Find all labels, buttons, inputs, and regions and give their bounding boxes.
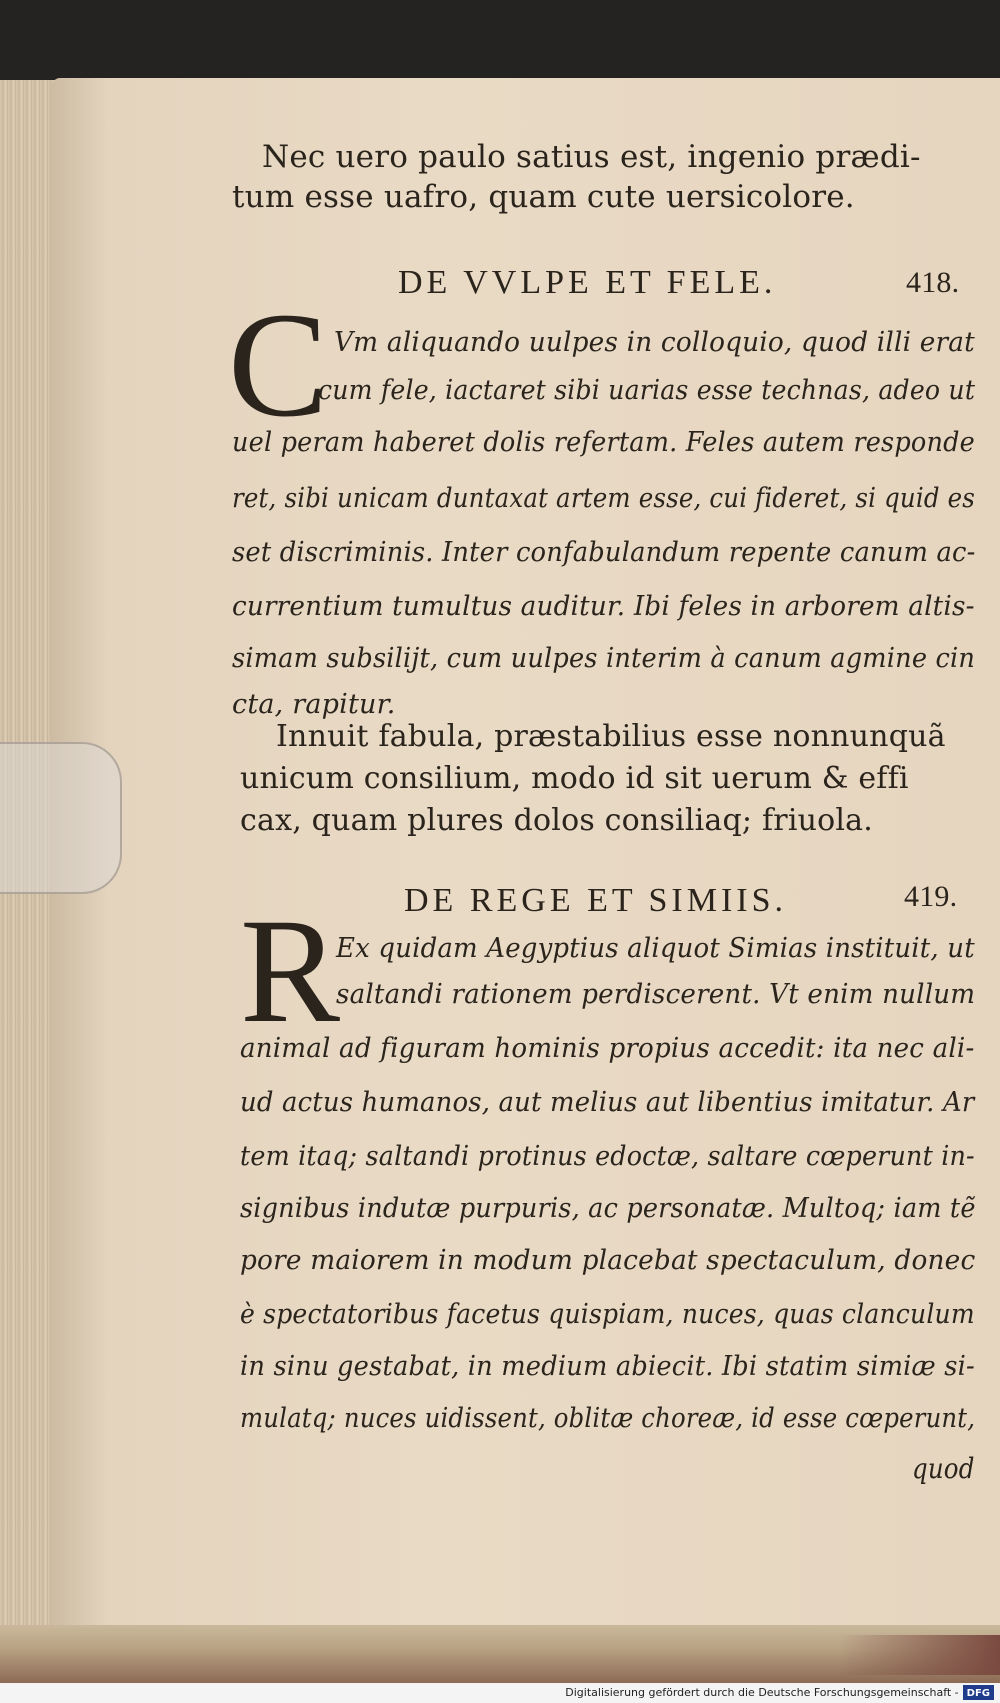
fable-419-line-5: tem itaq; saltandi protinus edoctæ, saltare cœperunt in- bbox=[240, 1141, 975, 1172]
fable-419-line-4: ud actus humanos, aut melius aut libentius imitatur. Ar bbox=[240, 1087, 975, 1118]
fable-418-line-7: simam subsilijt, cum uulpes interim à canum agmine cin bbox=[232, 643, 976, 674]
fable-419-line-7: pore maiorem in modum placebat spectaculum, donec bbox=[240, 1245, 976, 1276]
fable-418-heading: DE VVLPE ET FELE. bbox=[398, 264, 777, 301]
fable-418-line-3: uel peram haberet dolis refertam. Feles autem responde bbox=[232, 427, 975, 458]
fable-418-line-1: Vm aliquando uulpes in colloquio, quod illi erat bbox=[334, 327, 975, 358]
fable-419-line-9: in sinu gestabat, in medium abiecit. Ibi statim simiæ si- bbox=[240, 1351, 975, 1382]
fable-418-line-2: cum fele, iactaret sibi uarias esse technas, adeo ut bbox=[318, 375, 976, 406]
fable-419-line-1: Ex quidam Aegyptius aliquot Simias instituit, ut bbox=[336, 933, 975, 964]
fable-419-line-8: è spectatoribus facetus quispiam, nuces, quas clanculum bbox=[240, 1299, 975, 1330]
fable-419-line-10: mulatq; nuces uidissent, oblitæ choreæ, id esse cœperunt, bbox=[240, 1403, 976, 1434]
digitization-footer bbox=[0, 1683, 1000, 1703]
fable-418-moral-line-1: Innuit fabula, præstabilius esse nonnunquã bbox=[276, 719, 946, 754]
moral-top-line-2: tum esse uafro, quam cute uersicolore. bbox=[232, 179, 855, 215]
fable-418-line-5: set discriminis. Inter confabulandum repente canum ac- bbox=[232, 537, 976, 568]
fable-418-initial: C bbox=[228, 282, 329, 448]
fable-418-line-4: ret, sibi unicam duntaxat artem esse, cui fideret, si quid es bbox=[232, 483, 976, 514]
fable-419-catchword: quod bbox=[912, 1452, 975, 1485]
fable-418-moral-line-3: cax, quam plures dolos consiliaq; friuola. bbox=[240, 803, 874, 838]
fable-418-number: 418. bbox=[906, 266, 960, 299]
fable-419-line-2: saltandi rationem perdiscerent. Vt enim nullum bbox=[336, 979, 976, 1010]
dfg-logo: DFG bbox=[963, 1685, 994, 1700]
fable-419-line-3: animal ad figuram hominis propius accedit: ita nec ali- bbox=[240, 1033, 975, 1064]
fable-419-line-6: signibus indutæ purpuris, ac personatæ. Multoq; iam tẽ bbox=[240, 1193, 976, 1224]
fable-419-number: 419. bbox=[904, 880, 958, 913]
fable-418-line-8: cta, rapitur. bbox=[232, 689, 396, 720]
moral-top-line-1: Nec uero paulo satius est, ingenio prædi- bbox=[262, 139, 921, 175]
fable-419-initial: R bbox=[240, 888, 341, 1054]
fable-418-line-6: currentium tumultus auditur. Ibi feles in arborem altis- bbox=[232, 591, 975, 622]
book-bottom-edge bbox=[0, 1625, 1000, 1683]
fable-418-moral-line-2: unicum consilium, modo id sit uerum & effi bbox=[240, 761, 909, 796]
footer-text: Digitalisierung gefördert durch die Deutsche Forschungsgemeinschaft - bbox=[565, 1686, 959, 1699]
page-clip bbox=[0, 742, 122, 894]
fable-419-heading: DE REGE ET SIMIIS. bbox=[404, 882, 788, 919]
